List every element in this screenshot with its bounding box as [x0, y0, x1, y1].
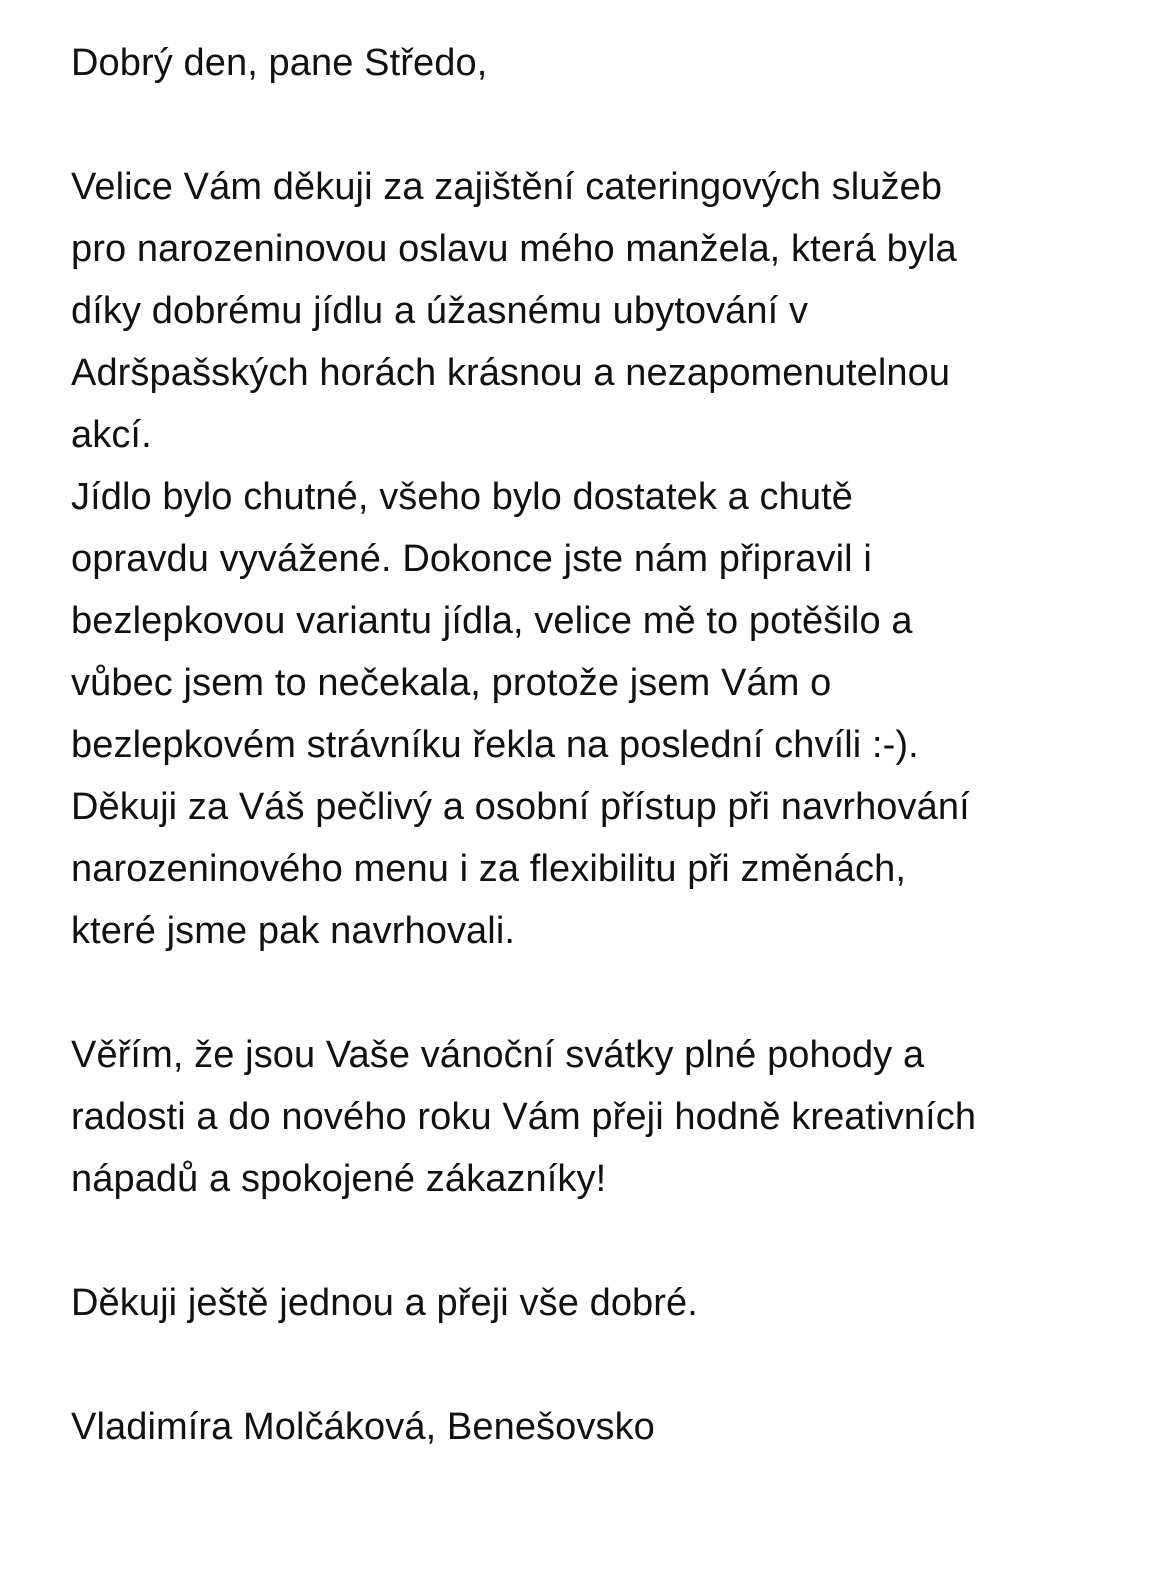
- paragraph-line: akcí.: [71, 414, 152, 456]
- paragraph-line: díky dobrému jídlu a úžasnému ubytování v: [71, 290, 809, 332]
- paragraph-line: narozeninového menu i za flexibilitu při změnách,: [71, 848, 907, 890]
- closing-line: Děkuji ještě jednou a přeji vše dobré.: [71, 1282, 698, 1324]
- paragraph-line: Velice Vám děkuji za zajištění cateringových služeb: [71, 166, 943, 208]
- paragraph-line: opravdu vyvážené. Dokonce jste nám připravil i: [71, 538, 872, 580]
- paragraph-line: Děkuji za Váš pečlivý a osobní přístup při navrhování: [71, 786, 970, 828]
- paragraph-line: bezlepkovou variantu jídla, velice mě to potěšilo a: [71, 600, 913, 642]
- paragraph-line: které jsme pak navrhovali.: [71, 910, 516, 952]
- greeting: Dobrý den, pane Středo,: [71, 42, 488, 84]
- paragraph-line: radosti a do nového roku Vám přeji hodně kreativních: [71, 1096, 977, 1138]
- paragraph-line: bezlepkovém strávníku řekla na poslední chvíli :-).: [71, 724, 919, 766]
- paragraph-line: Věřím, že jsou Vaše vánoční svátky plné pohody a: [71, 1034, 925, 1076]
- paragraph-line: vůbec jsem to nečekala, protože jsem Vám o: [71, 662, 832, 704]
- paragraph-line: Adršpašských horách krásnou a nezapomenutelnou: [71, 352, 951, 394]
- paragraph-line: Jídlo bylo chutné, všeho bylo dostatek a chutě: [71, 476, 853, 518]
- signature: Vladimíra Molčáková, Benešovsko: [71, 1406, 655, 1448]
- paragraph-line: nápadů a spokojené zákazníky!: [71, 1158, 607, 1200]
- paragraph-line: pro narozeninovou oslavu mého manžela, která byla: [71, 228, 957, 270]
